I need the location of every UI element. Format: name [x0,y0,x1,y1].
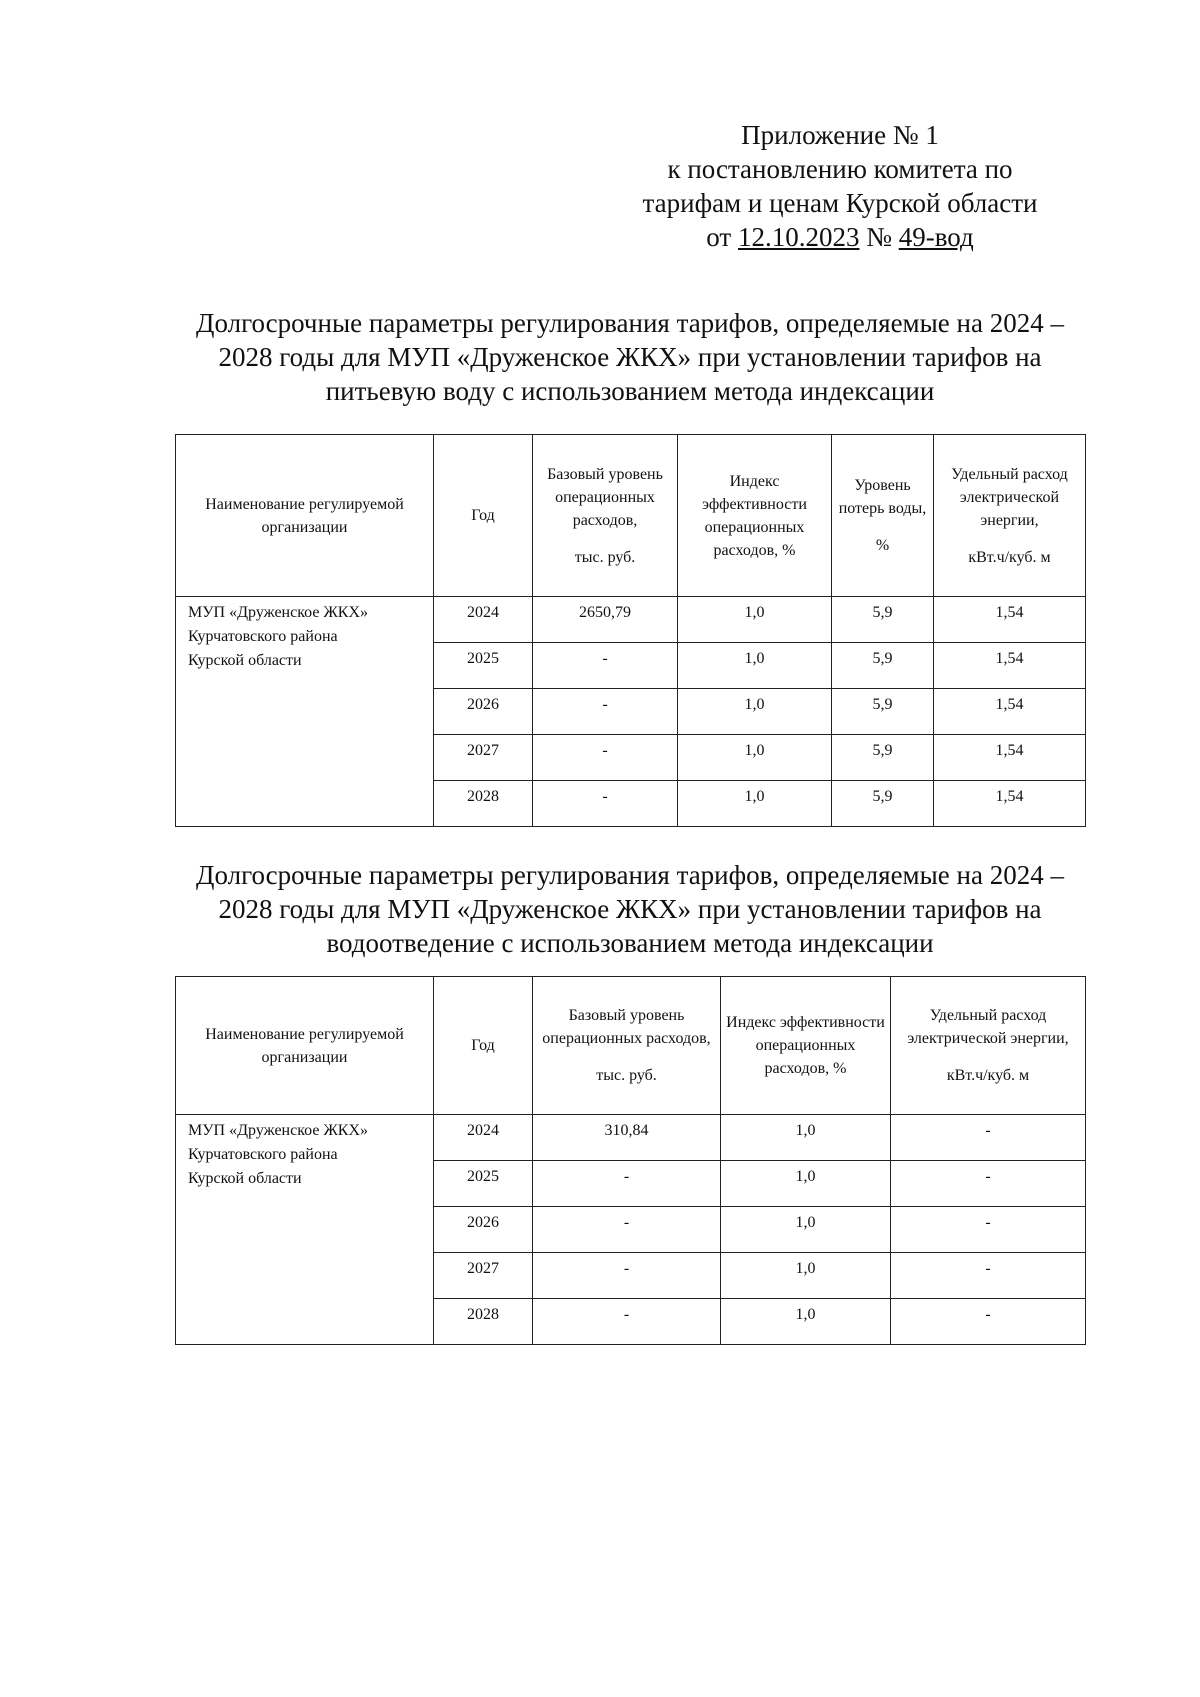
wastewater-params-table [175,976,1086,1345]
energy-cell: - [891,1115,1086,1161]
table2-title [160,858,1100,960]
losses-cell: 5,9 [832,643,934,689]
energy-cell: - [891,1161,1086,1207]
energy-cell: - [891,1299,1086,1345]
appendix-line2: к постановлению комитета по [667,154,1013,184]
year-cell: 2026 [434,1207,533,1253]
table2-title-line2: 2028 годы для МУП «Друженское ЖКХ» при установлении тарифов на [218,894,1042,924]
header-energy-text: Удельный расход электрической энергии, [951,465,1068,529]
index-cell: 1,0 [678,689,832,735]
base-level-cell: 310,84 [533,1115,721,1161]
year-cell: 2025 [434,643,533,689]
base-level-cell: - [533,689,678,735]
appendix-header [620,118,1060,254]
header-base-level-unit: тыс. руб. [596,1067,657,1084]
header-losses [832,435,934,597]
energy-cell: 1,54 [934,597,1086,643]
header-base-level-unit: тыс. руб. [574,548,636,566]
index-cell: 1,0 [678,735,832,781]
header-year: Год [434,977,533,1115]
energy-cell: 1,54 [934,781,1086,827]
appendix-date-line [620,220,1060,254]
year-cell: 2025 [434,1161,533,1207]
losses-cell: 5,9 [832,597,934,643]
base-level-cell: - [533,1161,721,1207]
base-level-cell: 2650,79 [533,597,678,643]
org-name-line2: Курчатовского района [188,1146,338,1163]
energy-cell: 1,54 [934,643,1086,689]
index-cell: 1,0 [721,1299,891,1345]
table2-title-line1: Долгосрочные параметры регулирования тарифов, определяемые на 2024 – [196,860,1064,890]
base-level-cell: - [533,643,678,689]
header-losses-text: Уровень потерь воды, [838,477,927,517]
header-losses-unit: % [875,537,890,554]
losses-cell: 5,9 [832,689,934,735]
year-cell: 2027 [434,1253,533,1299]
table1-title-line2: 2028 годы для МУП «Друженское ЖКХ» при установлении тарифов на [218,342,1042,372]
table2-title-line3: водоотведение с использованием метода индексации [326,928,934,958]
header-base-level-text: Базовый уровень операционных расходов, [547,465,663,529]
year-cell: 2026 [434,689,533,735]
header-org: Наименование регулируемой организации [176,435,434,597]
org-name-line2: Курчатовского района [188,628,338,645]
table1-title-line3: питьевую воду с использованием метода индексации [325,376,935,406]
base-level-cell: - [533,735,678,781]
header-energy-text: Удельный расход электрической энергии, [907,1007,1069,1047]
header-energy-unit: кВт.ч/куб. м [968,548,1051,566]
header-base-level-text: Базовый уровень операционных расходов, [542,1007,711,1047]
year-cell: 2028 [434,781,533,827]
table1-title [160,306,1100,408]
org-name-line1: МУП «Друженское ЖКХ» [188,1122,369,1139]
index-cell: 1,0 [721,1115,891,1161]
appendix-line1: Приложение № 1 [741,120,939,150]
header-index: Индекс эффективности операционных расходов, % [721,977,891,1115]
org-name-cell [176,1115,434,1345]
header-year: Год [434,435,533,597]
table1-title-line1: Долгосрочные параметры регулирования тарифов, определяемые на 2024 – [196,308,1064,338]
year-cell: 2024 [434,597,533,643]
index-cell: 1,0 [678,781,832,827]
base-level-cell: - [533,1253,721,1299]
losses-cell: 5,9 [832,781,934,827]
resolution-number: 49-вод [898,222,974,252]
energy-cell: - [891,1207,1086,1253]
header-energy [891,977,1086,1115]
number-prefix: № [866,222,892,252]
org-name-cell [176,597,434,827]
energy-cell: 1,54 [934,735,1086,781]
table-row [176,1115,1086,1161]
header-base-level [533,977,721,1115]
base-level-cell: - [533,1299,721,1345]
header-org: Наименование регулируемой организации [176,977,434,1115]
index-cell: 1,0 [721,1207,891,1253]
date-prefix: от [706,222,732,252]
losses-cell: 5,9 [832,735,934,781]
energy-cell: 1,54 [934,689,1086,735]
index-cell: 1,0 [721,1161,891,1207]
year-cell: 2027 [434,735,533,781]
index-cell: 1,0 [678,643,832,689]
year-cell: 2024 [434,1115,533,1161]
org-name-line3: Курской области [188,652,302,669]
resolution-date: 12.10.2023 [737,222,860,252]
energy-cell: - [891,1253,1086,1299]
index-cell: 1,0 [721,1253,891,1299]
base-level-cell: - [533,1207,721,1253]
org-name-line3: Курской области [188,1170,302,1187]
index-cell: 1,0 [678,597,832,643]
water-params-table [175,434,1086,827]
year-cell: 2028 [434,1299,533,1345]
table-header-row [176,977,1086,1115]
appendix-line3: тарифам и ценам Курской области [642,188,1038,218]
base-level-cell: - [533,781,678,827]
org-name-line1: МУП «Друженское ЖКХ» [188,604,369,621]
table-row [176,597,1086,643]
header-energy [934,435,1086,597]
header-index: Индекс эффективности операционных расходов, % [678,435,832,597]
header-energy-unit: кВт.ч/куб. м [946,1067,1030,1084]
table-header-row [176,435,1086,597]
header-base-level [533,435,678,597]
